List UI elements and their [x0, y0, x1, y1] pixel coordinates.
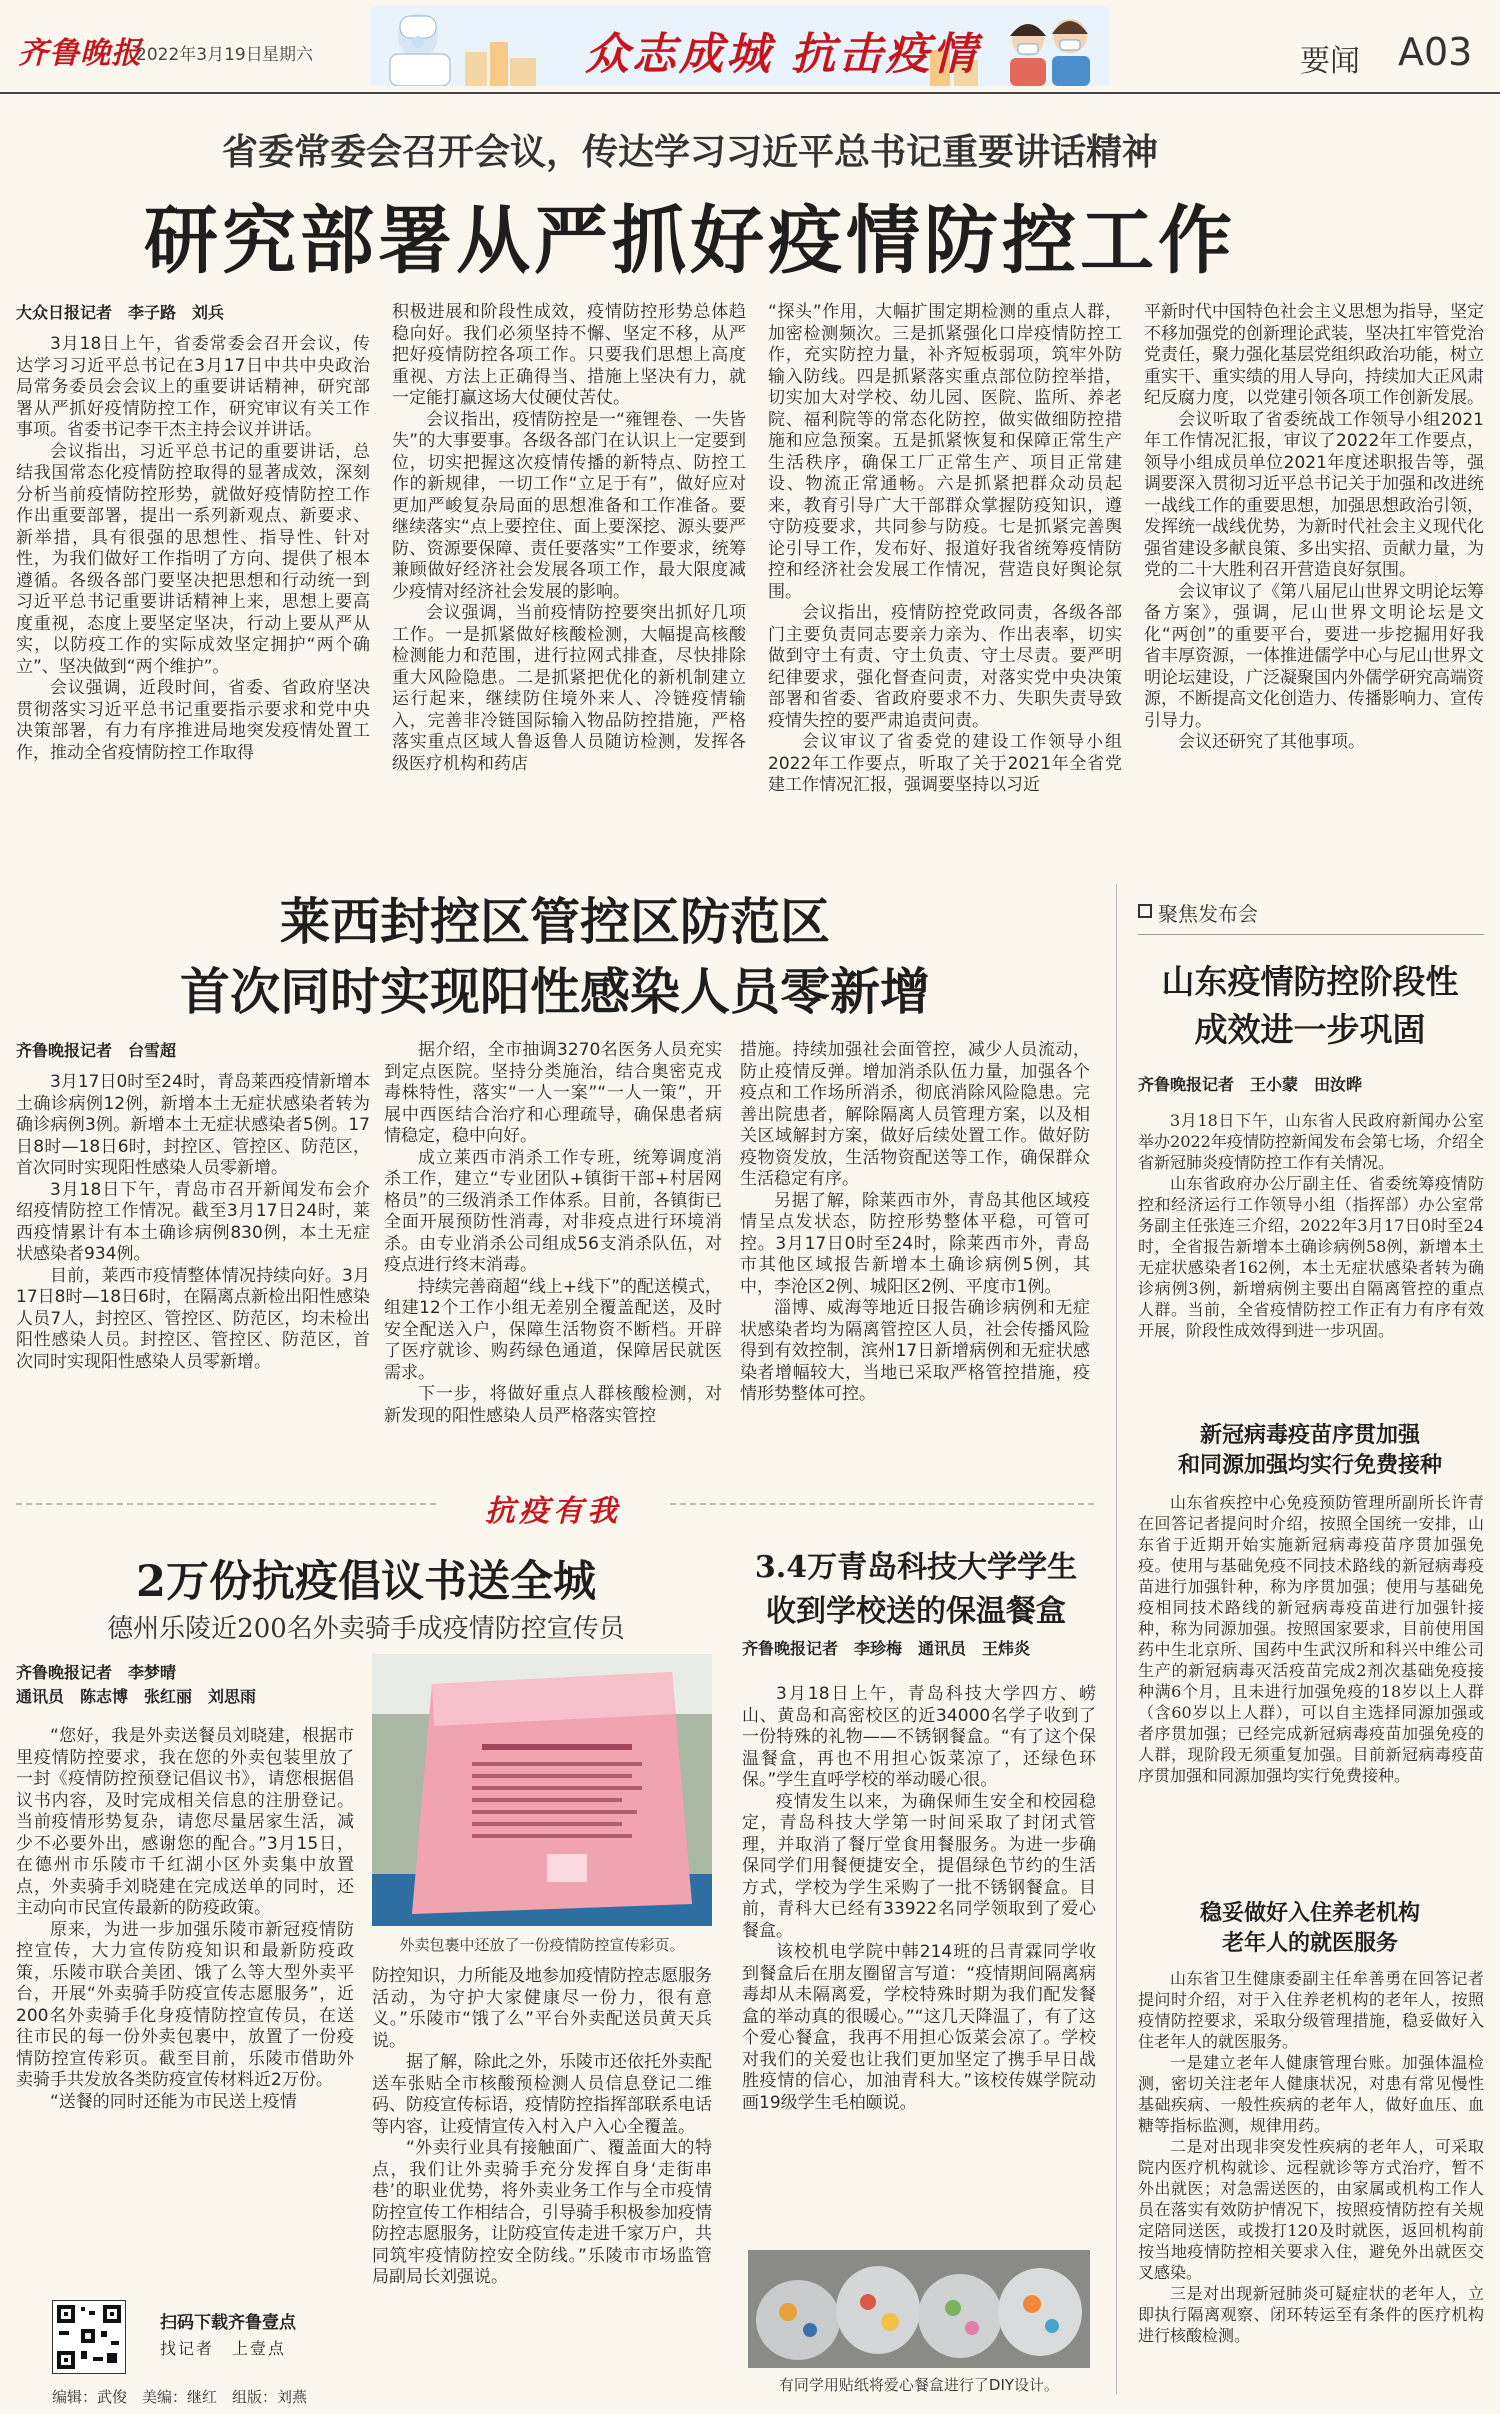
- sidebar-tag-rule: [1138, 934, 1484, 935]
- qr-code[interactable]: [52, 2300, 126, 2374]
- dezhou-col2-para: 防控知识，力所能及地参加疫情防控志愿服务活动，为守护大家健康尽一份力，很有意义。”乐陵市“饿了么”平台外卖配送员黄天兵说。: [372, 1966, 712, 2051]
- campaign-banner: [370, 6, 1110, 86]
- banner-slogan: 众志成城 抗击疫情: [585, 29, 980, 80]
- lead-col1-para: 3月18日上午，省委常委会召开会议，传达学习习近平总书记在3月17日中共中央政治局常务委员会会议上的重要讲话精神，研究部署从严抓好疫情防控工作，研究审议有关工作事项。省委书记李干杰主持会议并讲话。: [16, 334, 370, 440]
- sidebar-part-3: [1138, 1968, 1484, 2400]
- lead-col2-para: 会议强调，当前疫情防控要突出抓好几项工作。一是抓紧做好核酸检测，大幅提高核酸检测能力和范围，进行拉网式排查，尽快排除重大风险隐患。二是抓紧把优化的新机制建立运行起来，继续防住境外来人、冷链疫情输入，完善非冷链国际输入物品防控措施，严格落实重点区域人鲁返鲁人员随访检测，发挥各级医疗机构和药店: [392, 603, 746, 774]
- sidebar-para: 二是对出现非突发性疾病的老年人，可采取院内医疗机构就诊、远程就诊等方式治疗，暂不外出就医；对急需送医的，由家属或机构工作人员在落实有效防护情况下，按照疫情防控有关规定陪同送医，或拨打120及时就医，返回机构前按当地疫情防控相关要求入住，避免外出就医交叉感染。: [1138, 2137, 1484, 2282]
- qingdao-headline-1: 3.4万青岛科技大学学生: [754, 1550, 1078, 1585]
- sidebar-para: 3月18日下午，山东省人民政府新闻办公室举办2022年疫情防控新闻发布会第七场，介绍全省新冠肺炎疫情防控工作有关情况。: [1138, 1111, 1484, 1172]
- dezhou-subhead: 德州乐陵近200名外卖骑手成疫情防控宣传员: [107, 1614, 625, 1644]
- laixi-col3-para: 淄博、威海等地近日报告确诊病例和无症状感染者均为隔离管控区人员，社会传播风险得到有效控制，滨州17日新增病例和无症状感染者增幅较大，当地已采取严格管控措施，疫情形势整体可控。: [740, 1298, 1090, 1404]
- issue-weekday: 星期六: [262, 45, 313, 65]
- section-divider-left: [16, 1503, 436, 1505]
- sidebar-para: 一是建立老年人健康管理台账。加强体温检测，密切关注老年人健康状况，对患有常见慢性基础疾病、一般性疾病的老年人，做好血压、血糖等指标监测，规律用药。: [1138, 2053, 1484, 2135]
- qingdao-body: [742, 1684, 1096, 2248]
- lead-col3-para: 会议指出，疫情防控党政同责，各级各部门主要负责同志要亲力亲为、作出表率，切实做到守土有责、守土负责、守土尽责。要严明纪律要求，强化督查问责，对落实党中央决策部署和省委、省政府要求不力、失职失责导致疫情失控的要严肃追责问责。: [768, 603, 1122, 731]
- sidebar-part-1: [1138, 1110, 1484, 1392]
- lead-col-1: [16, 334, 370, 874]
- qr-label: 扫码下载齐鲁壹点: [160, 2313, 296, 2333]
- lead-byline: 大众日报记者 李子路 刘兵: [16, 303, 225, 322]
- flyer-photo-caption: 外卖包裹中还放了一份疫情防控宣传彩页。: [399, 1936, 685, 1954]
- laixi-headline-1: 莱西封控区管控区防范区: [280, 892, 830, 951]
- lead-col2-para: 会议指出，疫情防控是一“雍锂卷、一失皆失”的大事要事。各级各部门在认识上一定要到位，切实把握这次疫情传播的新特点、防控工作的新规律，一切工作“立足于有”，做好应对更加严峻复杂局面的思想准备和工作准备。要继续落实“点上要控住、面上要深挖、源头要严防、资源要保障、责任要落实”工作要求，统筹兼顾做好经济社会发展各项工作，最大限度减少疫情对经济社会发展的影响。: [392, 409, 746, 602]
- section-name: 要闻: [1300, 44, 1360, 79]
- laixi-col2-para: 据介绍，全市抽调3270名医务人员充实到定点医院。坚持分类施治，结合奥密克戎毒株特性，落实“一人一案”“一人一策”，开展中西医结合治疗和心理疏导，确保患者病情稳定，稳中向好。: [384, 1040, 722, 1146]
- sidebar-para: 山东省疾控中心免疫预防管理所副所长许青在回答记者提问时介绍，按照全国统一安排，山东省于近期开始实施新冠病毒疫苗序贯加强免疫。使用与基础免疫不同技术路线的新冠病毒疫苗进行加强针种，称为序贯加强；使用与基础免疫相同技术路线的新冠病毒疫苗进行加强针接种，称为同源加强。按照国家要求，目前使用国药中生北京所、国药中生武汉所和科兴中维公司生产的新冠病毒灭活疫苗完成2剂次基础免疫接种满6个月，且未进行加强免疫的18岁以上人群（含60岁以上人群），可以自主选择同源加强或者序贯加强；已经完成新冠病毒疫苗加强免疫的人群，现阶段无须重复加强。目前新冠病毒疫苗序贯加强和同源加强均实行免费接种。: [1138, 1493, 1484, 1785]
- dezhou-byline-1: 齐鲁晚报记者 李梦晴: [16, 1663, 177, 1682]
- section-divider-label: 抗疫有我: [485, 1494, 621, 1529]
- lead-col4-para: 会议听取了省委统战工作领导小组2021年工作情况汇报，审议了2022年工作要点，领导小组成员单位2021年度述职报告等，强调要深入贯彻习近平总书记关于加强和改进统一战线工作的重要思想，加强思想政治引领，发挥统一战线优势，为新时代社会主义现代化强省建设多献良策、多出实招、贡献力量，为党的二十大胜利召开营造良好氛围。: [1144, 409, 1484, 580]
- lead-col-4: [1144, 302, 1484, 847]
- editors-credit: 编辑：武俊 美编：继红 组版：刘燕: [52, 2388, 308, 2406]
- qingdao-para: 3月18日上午，青岛科技大学四方、崂山、黄岛和高密校区的近34000名学子收到了一份特殊的礼物——不锈钢餐盒。“有了这个保温餐盒，再也不用担心饭菜凉了，还绿色环保。”学生直呼学校的举动暖心很。: [742, 1684, 1096, 1790]
- dezhou-col-1: [16, 1726, 354, 2290]
- sidebar-subhead-1a: 新冠病毒疫苗序贯加强: [1199, 1422, 1420, 1448]
- laixi-col3-para: 措施。持续加强社会面管控，减少人员流动，防止疫情反弹。增加消杀队伍力量，加强各个疫点和工作场所消杀，彻底消除风险隐患。完善出院患者，解除隔离人员管理方案，以及相关区域解封方案，做好后续处置工作。做好防疫物资发放，生活物资配送等工作，确保群众生活稳定有序。: [740, 1040, 1090, 1189]
- sidebar-headline-1: 山东疫情防控阶段性: [1161, 962, 1459, 1001]
- laixi-col1-para: 目前，莱西市疫情整体情况持续向好。3月17日8时—18日6时，在隔离点新检出阳性感染人员7人，封控区、管控区、防范区，均未检出阳性感染人员。封控区、管控区、防范区，首次同时实现阳性感染人员零新增。: [16, 1265, 370, 1372]
- lead-col1-para: 会议强调，近段时间，省委、省政府坚决贯彻落实习近平总书记重要指示要求和党中央决策部署，有力有序推进局地突发疫情处置工作，推动全省疫情防控工作取得: [16, 678, 370, 763]
- lead-col4-para: 平新时代中国特色社会主义思想为指导，坚定不移加强党的创新理论武装，坚决扛牢管党治党责任，聚力强化基层党组织政治功能，树立重实干、重实绩的用人导向，持续加大正风肃纪反腐力度，以党建引领各项工作创新发展。: [1144, 302, 1484, 408]
- dezhou-col2-para: 据了解，除此之外，乐陵市还依托外卖配送车张贴全市核酸预检测人员信息登记二维码、防疫宣传标语，疫情防控指挥部联系电话等内容，让疫情宣传入村入户入心全覆盖。: [372, 2052, 712, 2137]
- dezhou-col1-para: 原来，为进一步加强乐陵市新冠疫情防控宣传，大力宣传防疫知识和最新防疫政策，乐陵市联合美团、饿了么等大型外卖平台，开展“外卖骑手防疫宣传志愿服务”，近200名外卖骑手化身疫情防控宣传员，在送往市民的每一份外卖包裹中，放置了一份疫情防控宣传彩页。截至目前，乐陵市借助外卖骑手共发放各类防疫宣传材料近2万份。: [16, 1919, 354, 2090]
- qingdao-para: 该校机电学院中韩214班的吕青霖同学收到餐盒后在朋友圈留言写道：“疫情期间隔离病毒却从未隔离爱，学校特殊时期为我们配发餐盒的举动真的很暖心。”“这几天降温了，有了这个爱心餐盒，我再不用担心饭菜会凉了。学校对我们的关爱也让我们更加坚定了携手早日战胜疫情的信心，加油青科大。”该校传媒学院动画19级学生毛柏颐说。: [742, 1942, 1096, 2113]
- laixi-headline-2: 首次同时实现阳性感染人员零新增: [180, 962, 930, 1021]
- sidebar-para: 山东省卫生健康委副主任牟善勇在回答记者提问时介绍，对于入住养老机构的老年人，按照疫情防控要求，采取分级管理措施，稳妥做好入住老年人的就医服务。: [1138, 1969, 1484, 2051]
- dezhou-col2-para: “外卖行业具有接触面广、覆盖面大的特点，我们让外卖骑手充分发挥自身‘走街串巷’的职业优势，将外卖业务工作与全市疫情防控宣传工作相结合，引导骑手积极参加疫情防控志愿服务，让防疫宣传走进千家万户，共同筑牢疫情防控安全防线。”乐陵市市场监管局副局长刘强说。: [372, 2138, 712, 2287]
- qingdao-para: 疫情发生以来，为确保师生安全和校园稳定，青岛科技大学第一时间采取了封闭式管理，并取消了餐厅堂食用餐服务。为进一步确保同学们用餐便捷安全，提倡绿色节约的生活方式，学校为学生采购了一批不锈钢餐盒。目前，青科大已经有33922名同学领取到了爱心餐盒。: [742, 1791, 1096, 1941]
- lunchbox-photo-caption: 有同学用贴纸将爱心餐盒进行了DIY设计。: [778, 2376, 1060, 2394]
- qr-sublabel: 找记者 上壹点: [160, 2339, 287, 2358]
- page-number: A03: [1398, 30, 1473, 74]
- masthead: [0, 0, 1500, 92]
- dezhou-col1-para: “您好，我是外卖送餐员刘晓建，根据市里疫情防控要求，我在您的外卖包装里放了一封《疫情防控预登记倡议书》，请您根据倡议书内容，及时完成相关信息的注册登记。当前疫情形势复杂，请您尽量居家生活，减少不必要外出，感谢您的配合。”3月15日，在德州市乐陵市千红湖小区外卖集中放置点，外卖骑手刘晓建在完成送单的同时，还主动向市民宣传最新的防疫政策。: [16, 1726, 354, 1918]
- lunchbox-photo-art: [748, 2250, 1090, 2368]
- logo: 齐鲁晚报: [18, 36, 142, 71]
- lead-col2-para: 积极进展和阶段性成效，疫情防控形势总体趋稳向好。我们必须坚持不懈、坚定不移，从严把好疫情防控各项工作。只要我们思想上高度重视、方法上正确得当、措施上坚决有力，就一定能打赢这场大仗硬仗苦仗。: [392, 302, 746, 408]
- laixi-col-1: [16, 1072, 370, 1480]
- section-divider-right: [670, 1503, 1094, 1505]
- masthead-rule: [0, 92, 1500, 94]
- dezhou-col1-para: “送餐的同时还能为市民送上疫情: [50, 2091, 297, 2112]
- sidebar-subhead-2a: 稳妥做好入住养老机构: [1199, 1900, 1420, 1926]
- dezhou-col-2: [372, 1966, 712, 2396]
- lead-col-3: [768, 302, 1122, 874]
- family-masks-illustration: [990, 6, 1110, 86]
- sidebar-subhead-1b: 和同源加强均实行免费接种: [1177, 1452, 1442, 1478]
- flyer-photo-art: [372, 1654, 712, 1926]
- flyer-photo: [372, 1654, 712, 1926]
- lead-col3-para: 会议审议了省委党的建设工作领导小组2022年工作要点，听取了关于2021年全省党建工作情况汇报，强调要坚持以习近: [768, 732, 1122, 795]
- laixi-col2-para: 下一步，将做好重点人群核酸检测，对新发现的阳性感染人员严格落实管控: [384, 1384, 722, 1426]
- dezhou-headline: 2万份抗疫倡议书送全城: [136, 1557, 596, 1607]
- qingdao-headline-2: 收到学校送的保温餐盒: [766, 1594, 1066, 1629]
- lead-kicker: 省委常委会召开会议，传达学习习近平总书记重要讲话精神: [221, 131, 1158, 173]
- lunchbox-photo: [748, 2250, 1090, 2368]
- sidebar-para: 三是对出现新冠肺炎可疑症状的老年人，立即执行隔离观察、闭环转运至有条件的医疗机构进行核酸检测。: [1138, 2284, 1484, 2345]
- lead-col1-para: 会议指出，习近平总书记的重要讲话，总结我国常态化疫情防控取得的显著成效，深刻分析当前疫情防控形势，就做好疫情防控工作作出重要部署，提出一系列新观点、新要求、新举措，具有很强的思想性、指导性、针对性，为我们做好工作指明了方向、提供了根本遵循。各级各部门要坚决把思想和行动统一到习近平总书记重要讲话精神上来，思想上要高度重视，态度上要坚定坚决，行动上要从严从实，以防疫工作的实际成效坚定拥护“两个确立”、坚决做到“两个维护”。: [16, 441, 370, 677]
- sidebar-divider: [1116, 884, 1117, 2394]
- dezhou-byline-2: 通讯员 陈志博 张红丽 刘思雨: [16, 1687, 257, 1706]
- sidebar-tag-label: 聚焦发布会: [1158, 902, 1258, 926]
- laixi-col-2: [384, 1040, 722, 1480]
- sidebar-byline: 齐鲁晚报记者 王小蒙 田汝晔: [1138, 1075, 1363, 1094]
- laixi-col-3: [740, 1040, 1090, 1480]
- lead-col4-para: 会议还研究了其他事项。: [1178, 732, 1365, 752]
- laixi-col1-para: 3月18日下午，青岛市召开新闻发布会介绍疫情防控工作情况。截至3月17日24时，莱西疫情累计有本土确诊病例830例，本土无症状感染者934例。: [16, 1179, 370, 1264]
- qingdao-byline: 齐鲁晚报记者 李珍梅 通讯员 王炜炎: [742, 1639, 1031, 1658]
- lead-col4-para: 会议审议了《第八届尼山世界文明论坛筹备方案》，强调，尼山世界文明论坛是文化“两创”的重要平台，要进一步挖掘用好我省丰厚资源，一体推进儒学中心与尼山世界文明论坛建设，广泛凝聚国内外儒学研究高端资源，不断提高文化创造力、传播影响力、宣传引导力。: [1144, 581, 1484, 731]
- sidebar-headline-2: 成效进一步巩固: [1194, 1010, 1426, 1049]
- laixi-col1-para: 3月17日0时至24时，青岛莱西疫情新增本土确诊病例12例，新增本土无症状感染者转为确诊病例3例。新增本土无症状感染者5例。17日8时—18日6时，封控区、管控区、防范区，首次同时实现阳性感染人员零新增。: [16, 1072, 370, 1178]
- sidebar-para: 山东省政府办公厅副主任、省委统筹疫情防控和经济运行工作领导小组（指挥部）办公室常务副主任张连三介绍，2022年3月17日0时至24时，全省报告新增本土确诊病例58例，新增本土无症状感染者162例，本土无症状感染者转为确诊病例3例，新增病例主要出自隔离管控的重点人群。当前，全省疫情防控工作正有力有序有效开展，阶段性成效得到进一步巩固。: [1138, 1174, 1484, 1340]
- laixi-col3-para: 另据了解，除莱西市外，青岛其他区域疫情呈点发状态，防控形势整体平稳，可管可控。3月17日0时至24时，除莱西市外，青岛市其他区域报告新增本土确诊病例5例，其中，李沧区2例、城阳区2例、平度市1例。: [740, 1190, 1090, 1297]
- issue-date: 2022年3月19日: [136, 45, 263, 65]
- sidebar-part-2: [1138, 1492, 1484, 1882]
- lead-headline: 研究部署从严抓好疫情防控工作: [144, 198, 1236, 284]
- laixi-byline: 齐鲁晚报记者 台雪超: [16, 1041, 177, 1060]
- laixi-col2-para: 持续完善商超“线上+线下”的配送模式，组建12个工作小组无差别全覆盖配送，及时安全配送入户，保障生活物资不断档。开辟了医疗就诊、购药绿色通道，保障居民就医需求。: [384, 1276, 722, 1383]
- sidebar-subhead-2b: 老年人的就医服务: [1221, 1930, 1398, 1956]
- lead-col-2: [392, 302, 746, 874]
- qr-code-icon: [53, 2301, 125, 2373]
- lead-col3-para: “探头”作用，大幅扩围定期检测的重点人群，加密检测频次。三是抓紧强化口岸疫情防控工作，充实防控力量，补齐短板弱项，筑牢外防输入防线。四是抓紧落实重点部位防控举措，切实加大对学校、幼儿园、医院、监所、养老院、福利院等的常态化防控，做实做细防控措施和应急预案。五是抓紧恢复和保障正常生产生活秩序，确保工厂正常生产、项目正常建设、物流正常通畅。六是抓紧把群众动员起来，教育引导广大干部群众掌握防疫知识，遵守防疫要求，共同参与防疫。七是抓紧完善舆论引导工作，发布好、报道好我省统筹疫情防控和经济社会发展工作情况，营造良好舆论氛围。: [768, 302, 1122, 602]
- tag-square-icon: [1138, 904, 1152, 918]
- laixi-col2-para: 成立莱西市消杀工作专班，统筹调度消杀工作，建立“专业团队+镇街干部+村居网格员”的三级消杀工作体系。目前，各镇街已全面开展预防性消毒，对非疫点进行环境消杀。由专业消杀公司组成56支消杀队伍，对疫点进行终末消毒。: [384, 1147, 722, 1275]
